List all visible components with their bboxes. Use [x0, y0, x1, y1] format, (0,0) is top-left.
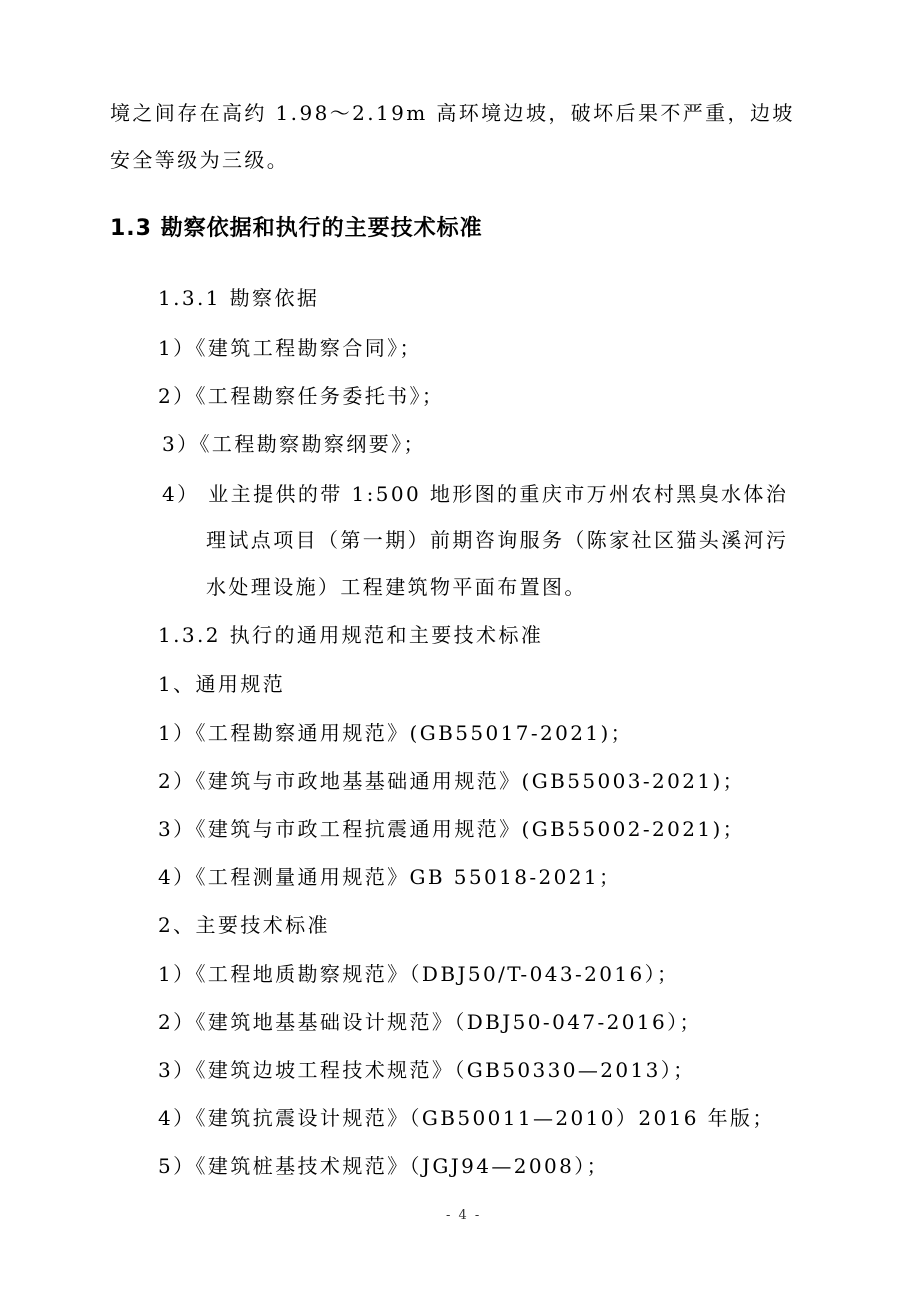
general-code-item-2: 2）《建筑与市政地基基础通用规范》(GB55003-2021)；: [158, 769, 746, 793]
basis-item-4-continuation-1: 理试点项目（第一期）前期咨询服务（陈家社区猫头溪河污: [206, 528, 789, 552]
basis-item-4: 4） 业主提供的带 1:500 地形图的重庆市万州农村黑臭水体治: [162, 482, 789, 506]
basis-item-3: 3）《工程勘察勘察纲要》；: [162, 432, 426, 456]
general-code-item-1: 1）《工程勘察通用规范》(GB55017-2021)；: [158, 721, 634, 745]
intro-paragraph-line-2: 安全等级为三级。: [110, 148, 290, 172]
general-code-item-3: 3）《建筑与市政工程抗震通用规范》(GB55002-2021)；: [158, 817, 746, 841]
main-standard-item-3: 3）《建筑边坡工程技术规范》（GB50330—2013）；: [158, 1058, 696, 1082]
main-standard-item-4: 4）《建筑抗震设计规范》（GB50011—2010）2016 年版；: [158, 1106, 775, 1130]
page-number: - 4 -: [446, 1208, 482, 1223]
main-standards-title: 2、主要技术标准: [158, 913, 330, 937]
intro-paragraph-line-1: 境之间存在高约 1.98～2.19m 高环境边坡，破坏后果不严重，边坡: [110, 101, 795, 125]
general-codes-title: 1、通用规范: [158, 672, 286, 696]
basis-item-1: 1）《建筑工程勘察合同》；: [158, 336, 422, 360]
main-standard-item-1: 1）《工程地质勘察规范》（DBJ50/T-043-2016）；: [158, 962, 680, 986]
general-code-item-4: 4）《工程测量通用规范》GB 55018-2021；: [158, 865, 622, 889]
section-heading: 1.3 勘察依据和执行的主要技术标准: [110, 216, 483, 241]
basis-item-2: 2）《工程勘察任务委托书》；: [158, 384, 445, 408]
basis-subheading: 1.3.1 勘察依据: [158, 286, 320, 310]
standards-subheading: 1.3.2 执行的通用规范和主要技术标准: [158, 623, 544, 647]
basis-item-4-continuation-2: 水处理设施）工程建筑物平面布置图。: [206, 575, 587, 599]
main-standard-item-5: 5）《建筑桩基技术规范》（JGJ94—2008）；: [158, 1154, 610, 1178]
main-standard-item-2: 2）《建筑地基基础设计规范》（DBJ50-047-2016）；: [158, 1010, 702, 1034]
